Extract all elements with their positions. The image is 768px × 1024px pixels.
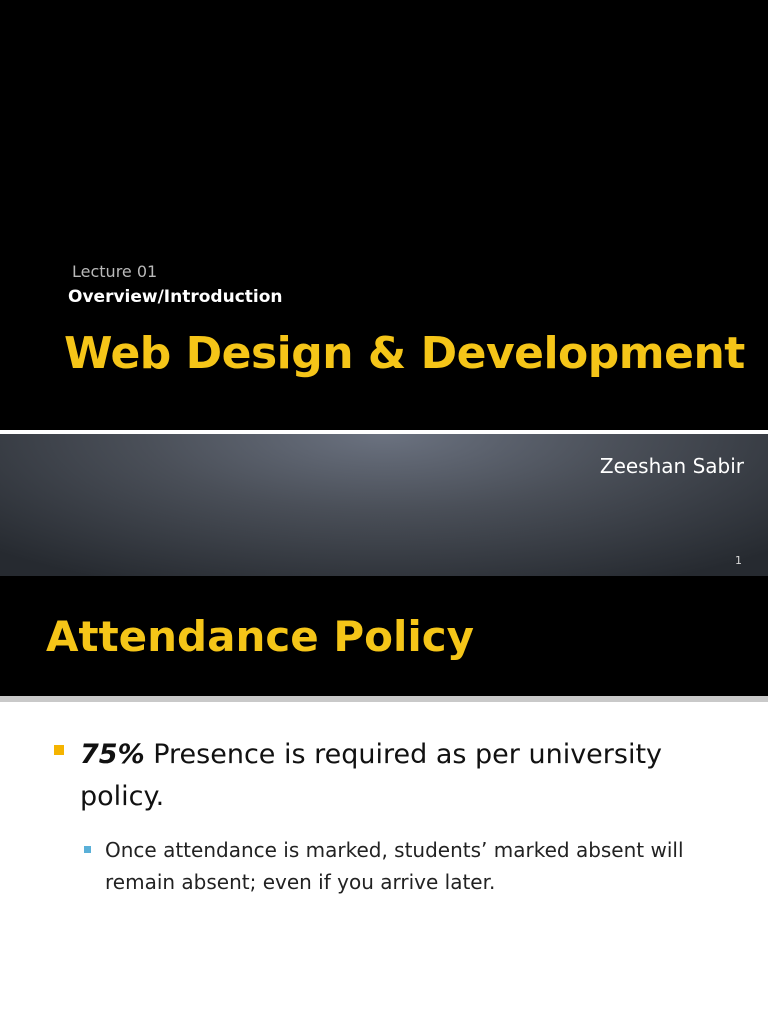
lecture-label: Lecture 01: [72, 262, 158, 281]
attendance-divider: [0, 696, 768, 702]
bullet-attendance-text: Presence is required as per university policy.: [80, 739, 663, 812]
lecture-subtitle: Overview/Introduction: [68, 287, 283, 307]
slide-title: Web Design & Development: [64, 328, 745, 379]
sub-bullet-absent-policy: Once attendance is marked, students’ marked absent will remain absent; even if you arrive later.: [105, 838, 684, 894]
sub-bullet-square-icon: [84, 846, 91, 853]
attendance-slide-title: Attendance Policy: [46, 612, 475, 661]
bullet-strong-percentage: 75%: [80, 739, 145, 770]
slide-number: 1: [735, 554, 742, 567]
author-name: Zeeshan Sabir: [599, 454, 744, 478]
bullet-square-icon: [54, 745, 64, 755]
bullet-attendance-requirement: [80, 734, 720, 818]
